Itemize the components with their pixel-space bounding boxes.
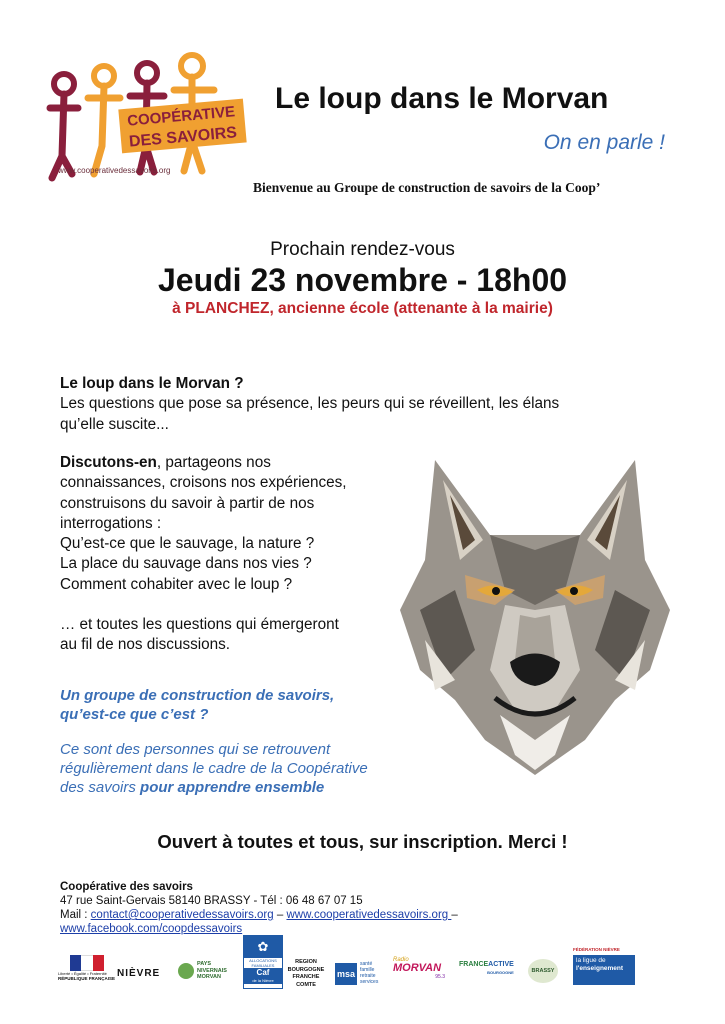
radio-line: Radio	[393, 957, 409, 963]
intro-heading: Le loup dans le Morvan ?	[60, 375, 244, 392]
pnm-logo	[197, 961, 227, 981]
footer-links	[60, 908, 700, 922]
radio-line: MORVAN	[393, 962, 442, 974]
mail-label: Mail :	[60, 909, 91, 921]
fa-part: ACTIVE	[488, 961, 514, 968]
event-location: à PLANCHEZ, ancienne école (attenante à la mairie)	[172, 300, 553, 317]
region-line: FRANCHE	[292, 974, 320, 980]
discussion-text: , partageons nos	[156, 454, 271, 471]
closing-block	[60, 615, 390, 656]
next-meeting-label: Prochain rendez-vous	[270, 239, 455, 260]
group-answer-line: Ce sont des personnes qui se retrouvent	[60, 741, 331, 758]
group-answer-line	[60, 778, 400, 797]
website-link[interactable]: www.cooperativedessavoirs.org	[286, 909, 452, 921]
intro-line: qu’elle suscite...	[60, 415, 169, 433]
caf-line: Caf	[244, 968, 282, 978]
separator: –	[451, 909, 458, 921]
region-line: REGION	[295, 959, 317, 965]
group-answer-line: régulièrement dans le cadre de la Coopérative	[60, 760, 368, 777]
discussion-line: Comment cohabiter avec le loup ?	[60, 575, 293, 593]
republique-francaise-logo	[58, 955, 116, 983]
discussion-lead: Discutons-en	[60, 454, 157, 471]
pnm-icon	[178, 963, 194, 979]
logo-url: www.cooperativedessavoirs.org	[58, 166, 171, 175]
ligue-federation: FÉDÉRATION NIÈVRE	[573, 947, 620, 952]
fa-part: FRANCE	[459, 961, 489, 968]
closing-line: au fil de nos discussions.	[60, 636, 231, 654]
pnm-line: MORVAN	[197, 974, 221, 980]
footer-address: 47 rue Saint-Gervais 58140 BRASSY - Tél : 06 48 67 07 15	[60, 895, 363, 907]
footer-contact	[60, 880, 700, 936]
region-logo	[286, 959, 326, 989]
caf-icon: ✿	[244, 936, 282, 958]
caf-line: de la Nièvre	[244, 978, 282, 984]
msa-line: retraite	[360, 973, 376, 979]
msa-line: santé	[360, 961, 373, 967]
closing-line: … et toutes les questions qui émergeront	[60, 616, 339, 633]
discussion-line: construisons du savoir à partir de nos	[60, 494, 315, 512]
fa-line: BOURGOGNE	[487, 970, 514, 975]
brassy-logo: BRASSY	[528, 959, 558, 983]
rf-motto: Liberté • Égalité • Fraternité	[58, 971, 107, 976]
group-answer-text: des savoirs	[60, 779, 141, 796]
group-question-line: qu’est-ce que c’est ?	[60, 706, 209, 723]
separator: –	[273, 909, 287, 921]
discussion-block	[60, 453, 390, 595]
ligue-logo	[573, 955, 635, 985]
discussion-line: Qu’est-ce que le sauvage, la nature ?	[60, 535, 315, 553]
intro-block	[60, 374, 640, 435]
footer-org: Coopérative des savoirs	[60, 881, 193, 893]
region-line: COMTE	[296, 981, 316, 988]
partner-logos	[55, 933, 675, 993]
msa-logo: msa	[335, 963, 357, 985]
logo-line1: COOPÉRATIVE	[126, 103, 236, 130]
rf-name: RÉPUBLIQUE FRANÇAISE	[58, 976, 116, 981]
logo-line2: DES SAVOIRS	[128, 124, 238, 151]
discussion-line: interrogations :	[60, 514, 162, 532]
group-answer	[60, 740, 400, 797]
caf-line: ALLOCATIONS FAMILIALES	[249, 958, 277, 968]
france-active-logo	[459, 961, 514, 977]
facebook-link[interactable]: www.facebook.com/coopdessavoirs	[60, 923, 243, 935]
radio-line: 95.3	[435, 974, 445, 980]
msa-line: services	[360, 979, 379, 985]
cooperative-des-savoirs-logo	[42, 46, 257, 186]
intro-line: Les questions que pose sa présence, les peurs qui se réveillent, les élans	[60, 395, 560, 413]
caf-logo	[243, 935, 283, 989]
nievre-logo: NIÈVRE	[117, 968, 161, 979]
email-link[interactable]: contact@cooperativedessavoirs.org	[90, 909, 274, 921]
page-title: Le loup dans le Morvan	[275, 82, 609, 115]
discussion-line: La place du sauvage dans nos vies ?	[60, 555, 312, 573]
open-invitation: Ouvert à toutes et tous, sur inscription. Merci !	[157, 831, 568, 852]
pnm-line: NIVERNAIS	[197, 967, 227, 974]
welcome-line: Bienvenue au Groupe de construction de savoirs de la Coop’	[253, 180, 601, 195]
wolf-head-illustration	[395, 440, 675, 780]
page-subtitle: On en parle !	[543, 131, 665, 154]
msa-tagline	[360, 961, 378, 985]
region-line: BOURGOGNE	[287, 966, 325, 973]
event-date: Jeudi 23 novembre - 18h00	[157, 262, 568, 298]
discussion-line: connaissances, croisons nos expériences,	[60, 474, 347, 492]
group-question	[60, 686, 390, 724]
group-answer-bold: pour apprendre ensemble	[140, 779, 325, 796]
radio-morvan-logo	[393, 957, 445, 985]
discussion-line	[60, 453, 390, 473]
ligue-line: la ligue de	[576, 957, 606, 964]
ligue-line: l'enseignement	[576, 965, 624, 972]
msa-line: famille	[360, 967, 375, 973]
pnm-line: PAYS	[197, 961, 212, 967]
group-question-line: Un groupe de construction de savoirs,	[60, 687, 335, 704]
